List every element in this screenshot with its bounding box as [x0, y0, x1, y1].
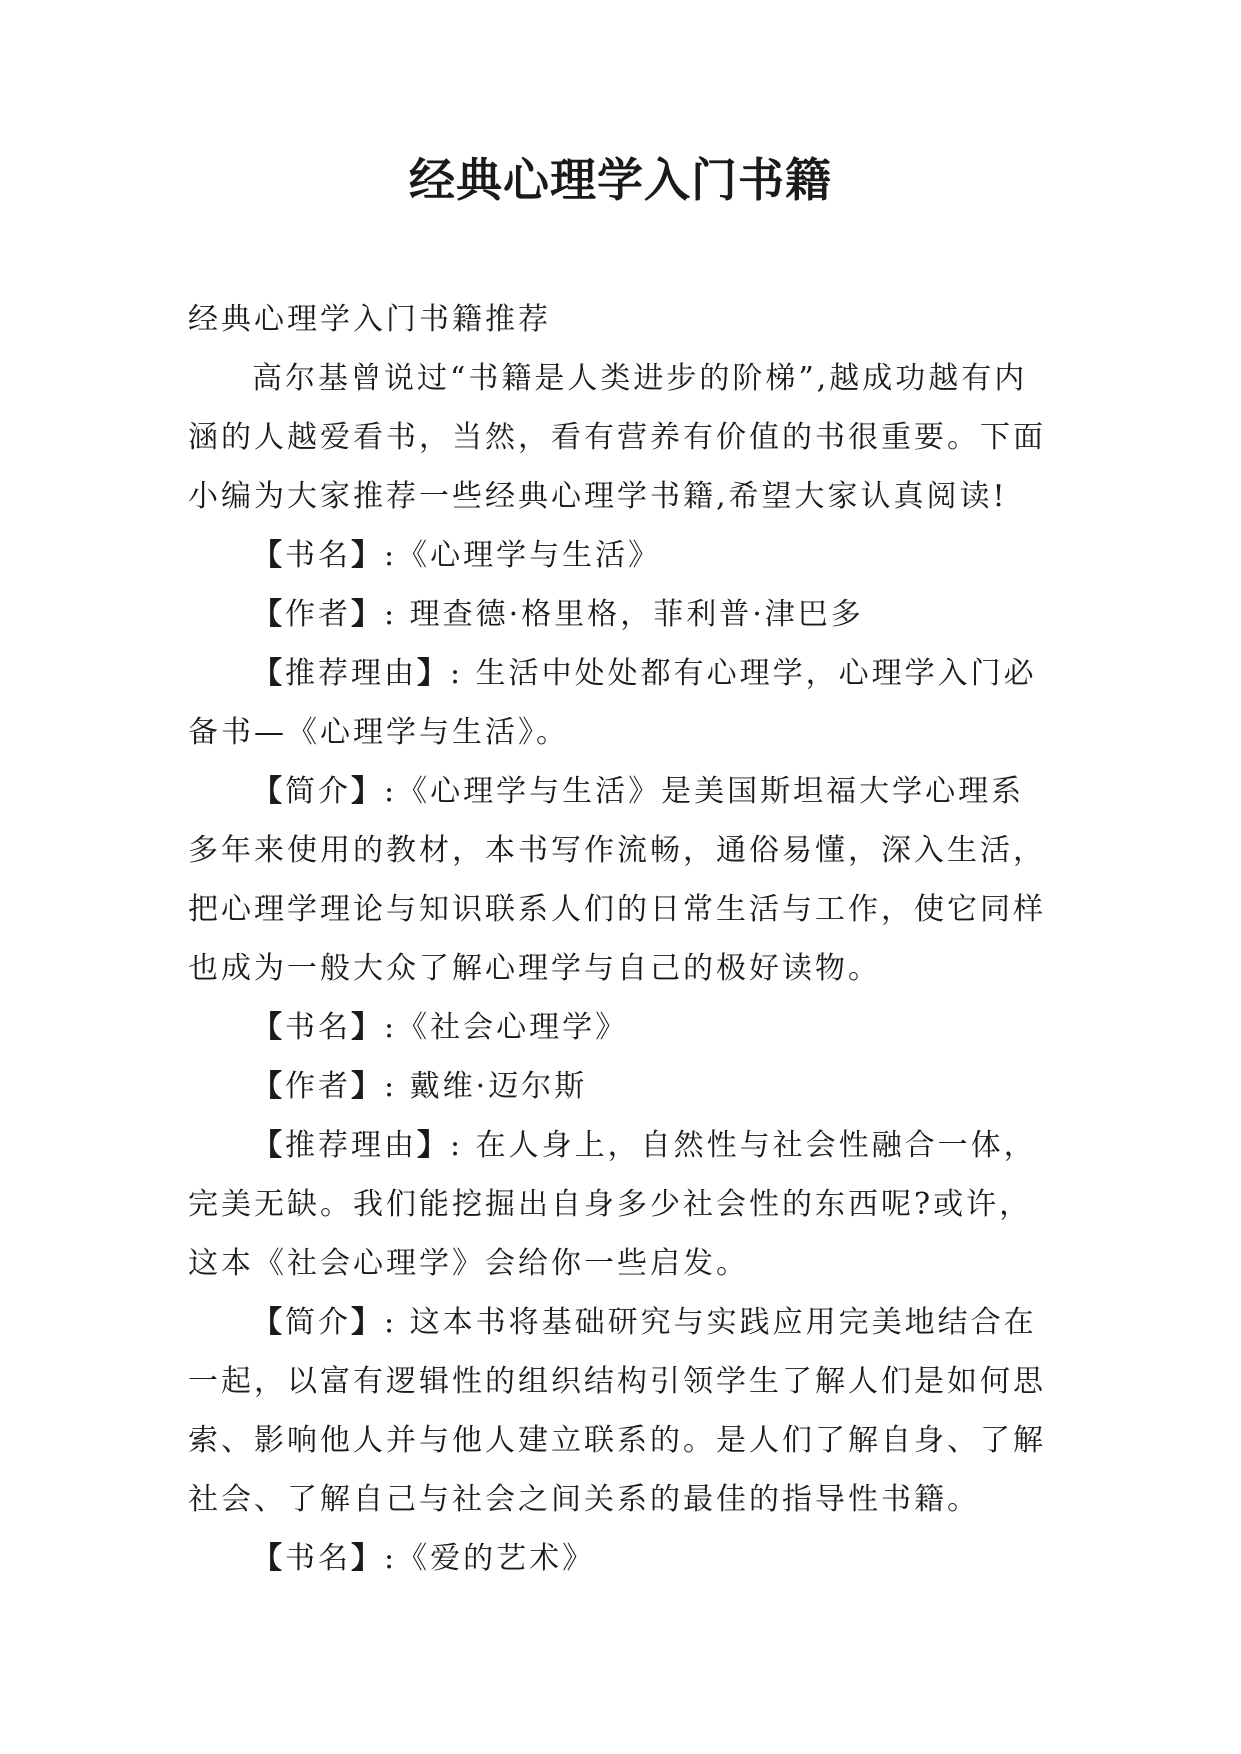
label-colon: : [384, 1010, 398, 1045]
label-close-bracket: 】 [351, 597, 384, 632]
label-open-bracket: 【 [252, 1541, 285, 1576]
book-intro-paragraph [188, 762, 1050, 998]
label-close-bracket: 】 [351, 1010, 384, 1045]
book-name-line [188, 1529, 1050, 1588]
book-name-value: 《社会心理学》 [397, 1010, 629, 1045]
book-reason-value: 在人身上，自然性与社会性融合一体，完美无缺。我们能挖掘出自身多少社会性的东西呢?或许，这本《社会心理学》会给你一些启发。 [188, 1128, 1037, 1281]
label-close-bracket: 】 [351, 1069, 384, 1104]
document-title: 经典心理学入门书籍 [409, 153, 832, 207]
book-name-line [188, 526, 1050, 585]
book-author-label: 作者 [285, 597, 351, 632]
label-close-bracket: 】 [351, 1541, 384, 1576]
label-close-bracket: 】 [417, 656, 450, 691]
label-colon: : [450, 1128, 476, 1163]
book-intro-label: 简介 [285, 774, 351, 809]
label-open-bracket: 【 [252, 538, 285, 573]
label-colon: : [384, 597, 410, 632]
label-colon: : [384, 774, 398, 809]
book-name-line [188, 998, 1050, 1057]
label-close-bracket: 】 [351, 538, 384, 573]
label-colon: : [384, 1541, 398, 1576]
label-open-bracket: 【 [252, 774, 285, 809]
book-intro-paragraph [188, 1293, 1050, 1529]
book-reason-label: 推荐理由 [285, 656, 417, 691]
book-name-value: 《爱的艺术》 [397, 1541, 596, 1576]
label-colon: : [450, 656, 476, 691]
label-open-bracket: 【 [252, 597, 285, 632]
document-body [188, 290, 1050, 1588]
book-reason-value: 生活中处处都有心理学，心理学入门必备书—《心理学与生活》。 [188, 656, 1037, 750]
book-author-line [188, 1057, 1050, 1116]
label-open-bracket: 【 [252, 1069, 285, 1104]
label-open-bracket: 【 [252, 1128, 285, 1163]
label-close-bracket: 】 [351, 1305, 384, 1340]
label-open-bracket: 【 [252, 1010, 285, 1045]
document-subtitle: 经典心理学入门书籍推荐 [188, 302, 551, 337]
book-reason-paragraph [188, 1116, 1050, 1293]
book-author-value: 理查德·格里格，菲利普·津巴多 [409, 597, 864, 632]
book-name-value: 《心理学与生活》 [397, 538, 662, 573]
label-close-bracket: 】 [417, 1128, 450, 1163]
book-reason-paragraph [188, 644, 1050, 762]
label-colon: : [384, 538, 398, 573]
book-name-label: 书名 [285, 1541, 351, 1576]
label-open-bracket: 【 [252, 656, 285, 691]
label-colon: : [384, 1069, 410, 1104]
intro-paragraph: 高尔基曾说过“书籍是人类进步的阶梯”,越成功越有内涵的人越爱看书，当然，看有营养有价值的书很重要。下面小编为大家推荐一些经典心理学书籍,希望大家认真阅读! [188, 361, 1046, 514]
book-name-label: 书名 [285, 1010, 351, 1045]
label-colon: : [384, 1305, 410, 1340]
book-intro-label: 简介 [285, 1305, 351, 1340]
book-author-label: 作者 [285, 1069, 351, 1104]
book-reason-label: 推荐理由 [285, 1128, 417, 1163]
label-open-bracket: 【 [252, 1305, 285, 1340]
book-name-label: 书名 [285, 538, 351, 573]
book-author-value: 戴维·迈尔斯 [409, 1069, 588, 1104]
label-close-bracket: 】 [351, 774, 384, 809]
book-intro-value: 《心理学与生活》是美国斯坦福大学心理系多年来使用的教材，本书写作流畅，通俗易懂，深入生活，把心理学理论与知识联系人们的日常生活与工作，使它同样也成为一般大众了解心理学与自己的极好读物。 [188, 774, 1046, 986]
book-author-line [188, 585, 1050, 644]
book-intro-value: 这本书将基础研究与实践应用完美地结合在一起，以富有逻辑性的组织结构引领学生了解人们是如何思索、影响他人并与他人建立联系的。是人们了解自身、了解社会、了解自己与社会之间关系的最佳的指导性书籍。 [188, 1305, 1046, 1517]
